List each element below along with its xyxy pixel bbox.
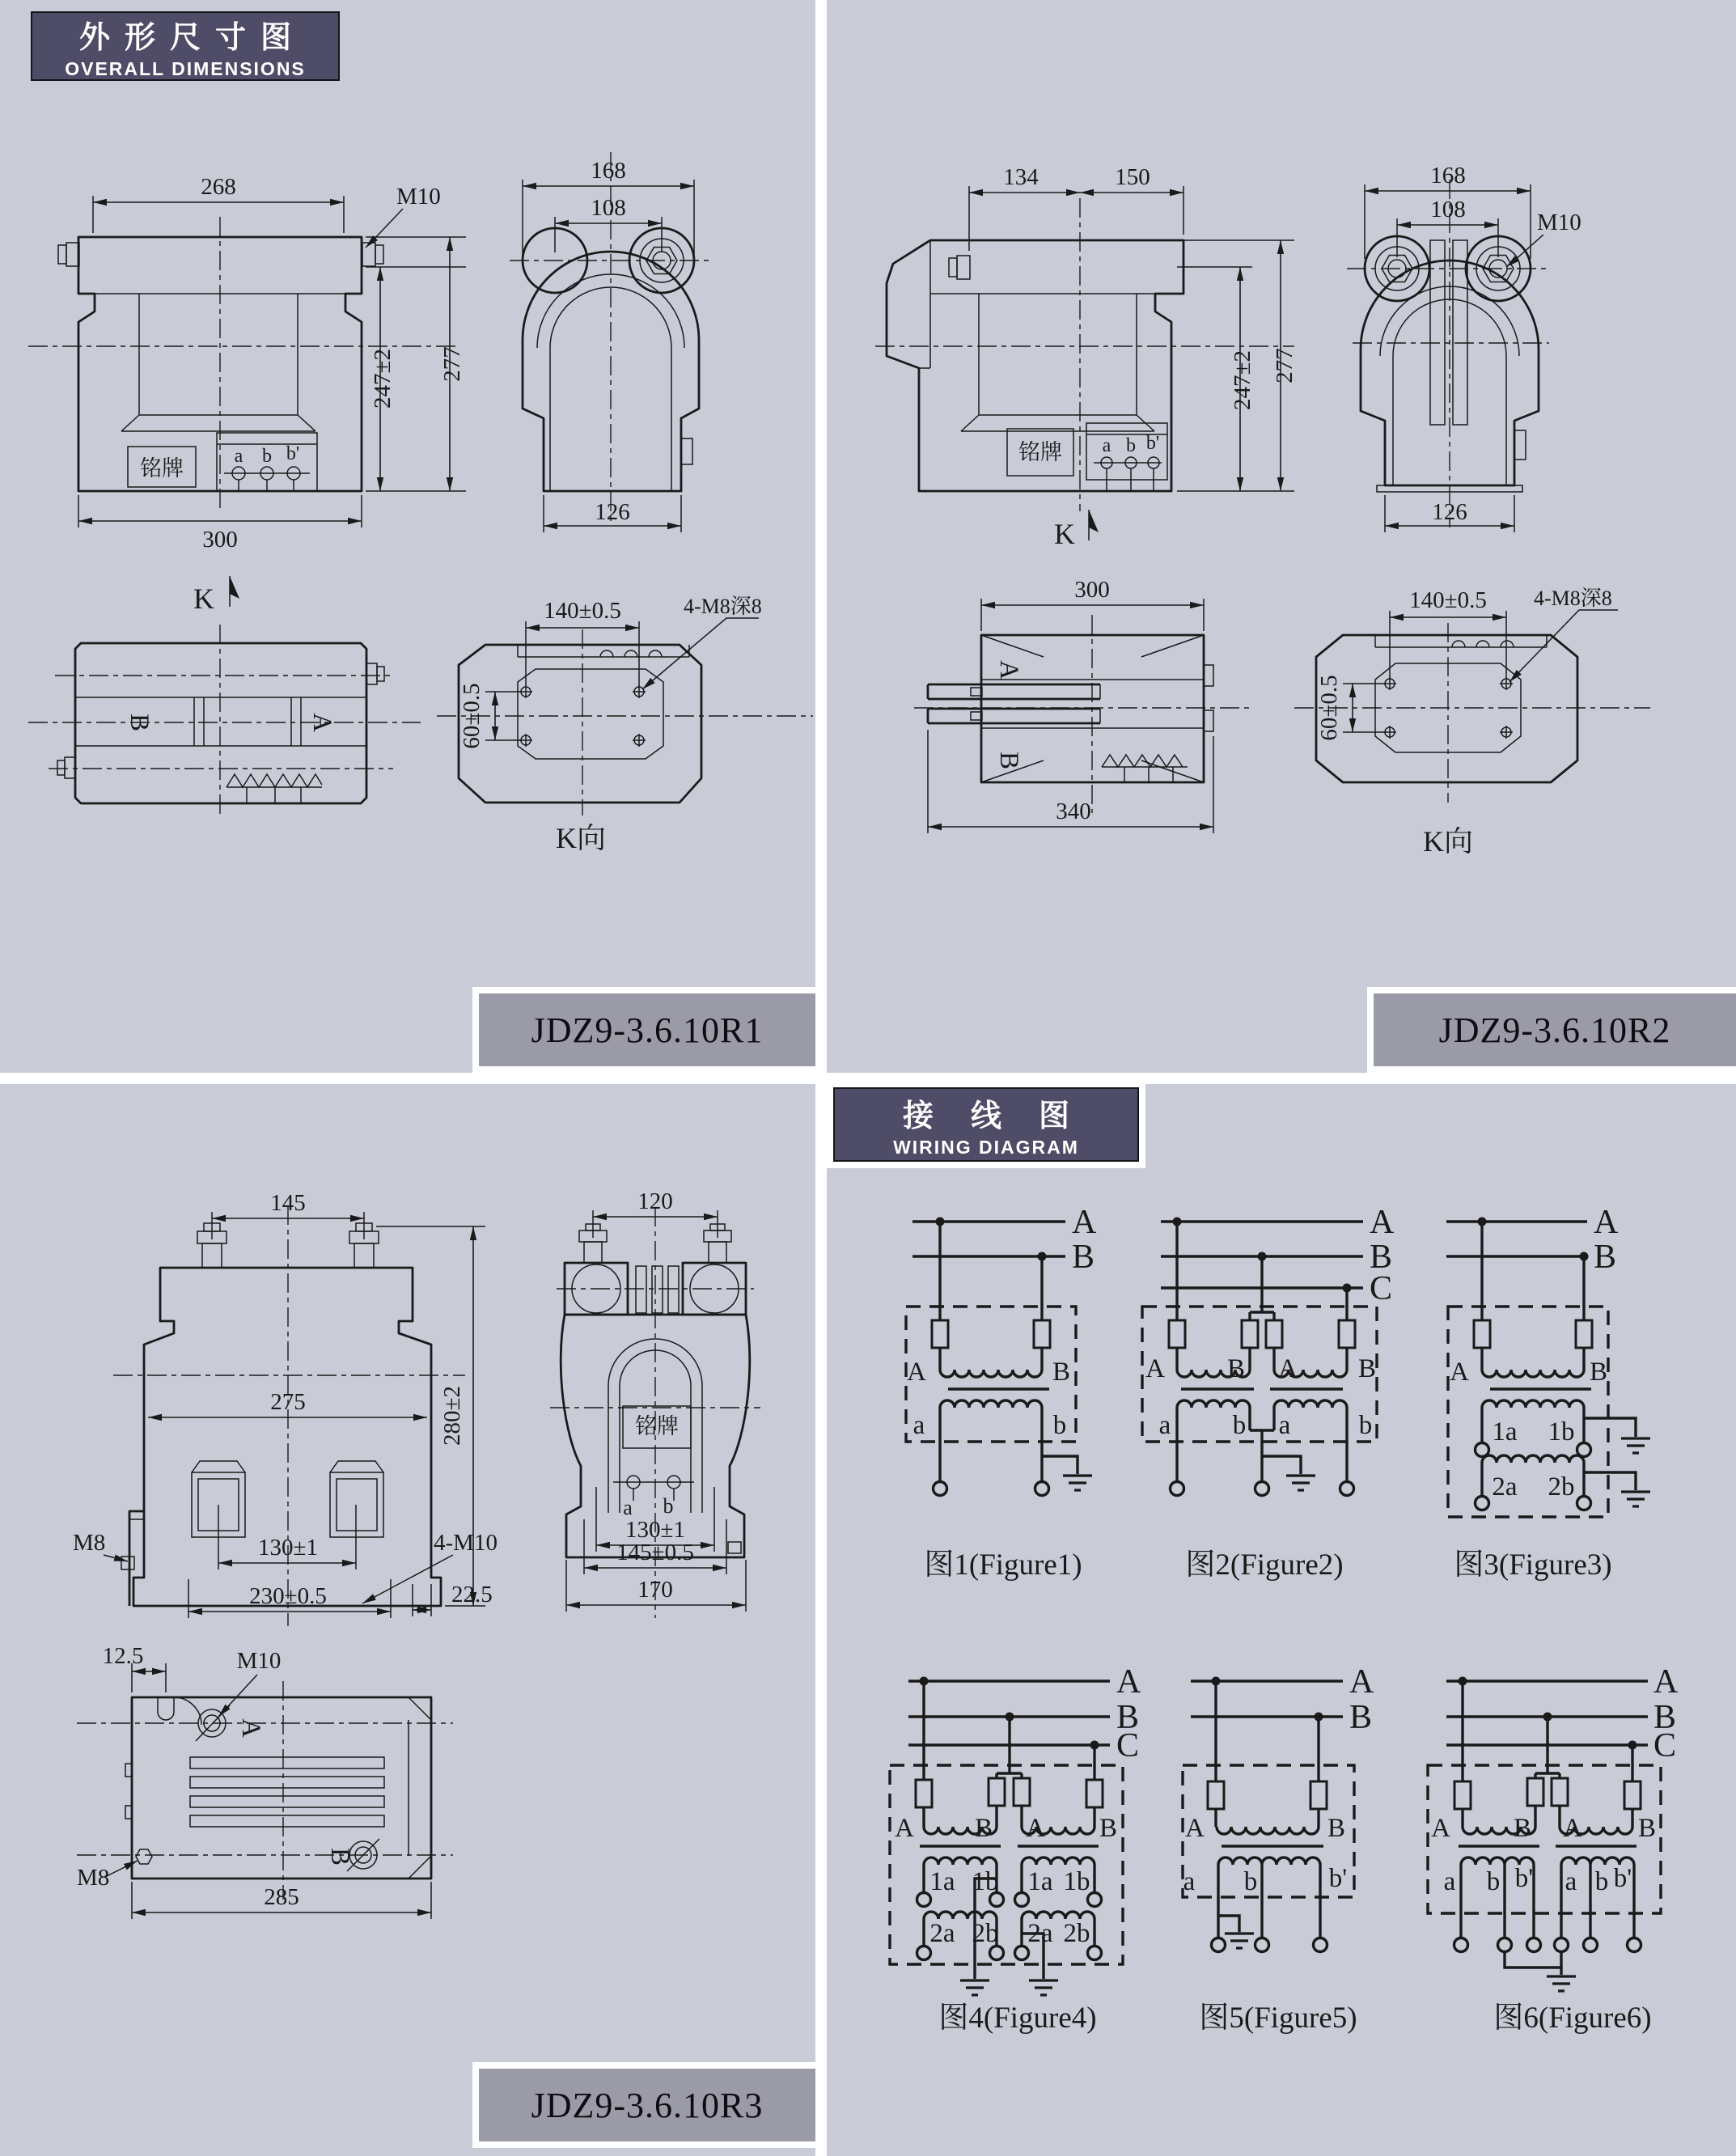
winding-label: b	[1486, 1867, 1501, 1896]
circle-shape	[1454, 1938, 1468, 1952]
path-shape	[1218, 1865, 1320, 1938]
rect-shape	[989, 1778, 1005, 1806]
model-label-bar-r1	[472, 987, 815, 1073]
dim-label: 108	[1430, 197, 1466, 222]
terminal-label: b'	[1145, 433, 1160, 454]
path-shape	[1547, 1976, 1576, 1991]
dim-label: 12.5	[102, 1643, 144, 1669]
path-shape	[1217, 1827, 1319, 1834]
path-shape	[1383, 677, 1396, 690]
circle-shape	[1577, 1497, 1591, 1510]
figure-caption: 图6(Figure6)	[1493, 2001, 1652, 2035]
circle-shape	[1314, 1938, 1327, 1952]
path-shape	[924, 1681, 1095, 1827]
dim-label: 247±2	[1230, 350, 1255, 410]
winding-label: b	[1358, 1411, 1373, 1440]
figure-caption: 图2(Figure2)	[1185, 1548, 1344, 1582]
winding-label: A	[1145, 1354, 1165, 1383]
r3-side-view	[550, 1188, 760, 1618]
path-shape	[1218, 1857, 1320, 1865]
rect-shape	[1242, 1320, 1258, 1348]
rect-shape	[652, 1266, 663, 1313]
wiring-figure-4	[890, 1663, 1141, 2035]
hole-spec-label: 4-M10	[434, 1530, 498, 1556]
dim-label: 108	[591, 195, 626, 221]
rect-shape	[354, 1243, 374, 1268]
path-shape	[523, 180, 694, 532]
rect-shape	[1310, 1781, 1327, 1809]
r2-bottom-view	[914, 577, 1250, 833]
path-shape	[924, 1912, 997, 1919]
rect-shape	[681, 438, 692, 464]
winding-label: 2b	[1548, 1472, 1575, 1502]
path-shape	[362, 1555, 453, 1603]
figure-caption: 图5(Figure5)	[1199, 2001, 1357, 2035]
path-shape	[518, 669, 663, 759]
dim-label: 120	[637, 1188, 673, 1214]
rect-shape	[190, 1796, 384, 1807]
path-shape	[1022, 1857, 1095, 1865]
rect-shape	[337, 1479, 377, 1531]
winding-label: a	[1183, 1867, 1196, 1896]
nameplate-label: 铭牌	[140, 456, 184, 481]
terminal-label: a	[623, 1496, 633, 1519]
rect-shape	[362, 243, 375, 266]
phase-label: A	[1594, 1204, 1619, 1241]
path-shape	[928, 684, 1100, 723]
path-shape	[1216, 1681, 1319, 1827]
rect-shape	[668, 1266, 679, 1313]
winding-label: 2b	[972, 1919, 999, 1948]
path-shape	[485, 621, 639, 740]
rect-shape	[1514, 430, 1526, 460]
phase-label: C	[1116, 1727, 1140, 1764]
phase-label: B	[1370, 1239, 1393, 1276]
dim-label: 140±0.5	[1409, 587, 1487, 613]
r3-front-view	[73, 1190, 498, 1626]
wiring-figure-3	[1446, 1204, 1650, 1582]
view-direction-label: K	[1054, 518, 1075, 550]
path-shape	[940, 1222, 1042, 1370]
rect-shape	[190, 1757, 384, 1768]
rect-shape	[190, 1777, 384, 1788]
path-shape	[1225, 1934, 1254, 1948]
winding-label: b	[1052, 1411, 1067, 1440]
model-name: JDZ9-3.6.10R1	[479, 993, 815, 1066]
hole-spec-label: 4-M8深8	[1534, 587, 1612, 610]
dim-label: 168	[1430, 163, 1466, 188]
terminal-label: b'	[286, 443, 300, 464]
thread-label: M8	[77, 1865, 110, 1891]
phase-label: C	[1653, 1727, 1677, 1764]
path-shape	[366, 209, 403, 248]
dim-label: 300	[1074, 577, 1110, 603]
path-shape	[940, 1400, 1042, 1408]
circle-shape	[1088, 1893, 1102, 1907]
circle-shape	[990, 1946, 1004, 1960]
path-shape	[121, 294, 315, 431]
path-shape	[129, 1511, 144, 1606]
path-shape	[519, 685, 532, 698]
circle-shape	[1088, 1946, 1102, 1960]
circle-shape	[1628, 1938, 1641, 1952]
r3-bottom-view	[77, 1643, 453, 1919]
dim-label: 130±1	[258, 1535, 318, 1561]
circle-shape	[1255, 1482, 1269, 1496]
path-shape	[1177, 1400, 1250, 1408]
header-title-en: WIRING DIAGRAM	[893, 1137, 1079, 1158]
phase-label: B	[1653, 1699, 1677, 1736]
terminal-label: b	[262, 446, 272, 467]
dim-label: 130±1	[625, 1517, 685, 1543]
winding-label: B	[974, 1814, 993, 1843]
rect-shape	[949, 258, 957, 277]
rect-shape	[1086, 1780, 1103, 1807]
circle-shape	[1340, 1482, 1354, 1496]
winding-label: B	[1226, 1354, 1246, 1383]
r2-side-view	[1347, 163, 1581, 532]
path-shape	[1621, 1438, 1650, 1453]
dim-label: 300	[202, 527, 238, 553]
dim-label: 134	[1003, 164, 1039, 190]
winding-label: 1a	[929, 1867, 955, 1896]
figure-caption: 图4(Figure4)	[938, 2001, 1097, 2035]
winding-label: B	[1513, 1814, 1532, 1843]
circle-shape	[1015, 1893, 1029, 1907]
wiring-figure-1	[906, 1204, 1097, 1582]
header-title-zh: 接线图	[902, 1099, 1107, 1133]
rect-shape	[1034, 1320, 1050, 1348]
rect-shape	[377, 667, 384, 681]
model-label-bar-r2	[1367, 987, 1736, 1073]
rect-shape	[1208, 1781, 1224, 1809]
path-shape	[1177, 1222, 1347, 1370]
path-shape	[919, 240, 1155, 368]
winding-label: 2a	[1492, 1472, 1518, 1502]
winding-label: b'	[1613, 1864, 1632, 1893]
winding-label: 2a	[1027, 1919, 1053, 1948]
rect-shape	[1552, 1778, 1568, 1806]
r2-k-view	[1294, 587, 1650, 858]
dim-label: 145±0.5	[616, 1540, 694, 1565]
thread-label: M10	[236, 1648, 282, 1674]
path-shape	[961, 294, 1154, 431]
phase-label: A	[1653, 1663, 1679, 1701]
rect-shape	[916, 1780, 932, 1807]
wiring-figure-5	[1183, 1663, 1374, 2035]
phase-label: A	[1116, 1663, 1141, 1701]
r1-k-view	[437, 595, 813, 854]
dim-label: 247±2	[370, 349, 396, 409]
circle-shape	[1015, 1946, 1029, 1960]
path-shape	[1274, 1400, 1347, 1408]
path-shape	[940, 1370, 1042, 1377]
rect-shape	[1624, 1781, 1641, 1809]
winding-label: 1a	[1027, 1867, 1053, 1896]
thread-label: M10	[396, 184, 441, 210]
winding-label: 1b	[1548, 1417, 1575, 1447]
circle-shape	[917, 1893, 931, 1907]
rect-shape	[636, 1266, 646, 1313]
thread-label: M8	[73, 1530, 106, 1556]
winding-label: a	[912, 1411, 925, 1440]
circle-shape	[1527, 1938, 1541, 1952]
circle-shape	[1255, 1938, 1269, 1952]
path-shape	[924, 1857, 997, 1865]
rect-shape	[1576, 1320, 1592, 1348]
polygon-shape	[136, 1849, 152, 1864]
rect-shape	[1169, 1320, 1185, 1348]
path-shape	[1316, 635, 1577, 782]
r1-side-view	[510, 152, 712, 532]
dim-label: 140±0.5	[544, 598, 621, 624]
terminal-label: a	[234, 446, 243, 467]
circle-shape	[1212, 1938, 1226, 1952]
wiring-diagram-header	[833, 1087, 1139, 1162]
winding-label: a	[1565, 1867, 1577, 1896]
hole-spec-label: 4-M8深8	[684, 595, 762, 618]
winding-label: a	[1443, 1867, 1456, 1896]
rect-shape	[709, 1242, 726, 1263]
path-shape	[1430, 240, 1467, 425]
path-shape	[1505, 1951, 1561, 1975]
path-shape	[1177, 1408, 1347, 1481]
terminal-label: b	[663, 1494, 674, 1518]
dim-label: 126	[1432, 499, 1467, 525]
winding-label: a	[1278, 1411, 1291, 1440]
wiring-figure-6	[1428, 1663, 1679, 2035]
winding-label: B	[1327, 1814, 1346, 1843]
rect-shape	[932, 1320, 948, 1348]
winding-label: B	[1357, 1354, 1377, 1383]
winding-label: A	[1450, 1358, 1469, 1387]
circle-shape	[1035, 1482, 1049, 1496]
rect-shape	[1266, 1320, 1282, 1348]
figure-caption: 图3(Figure3)	[1454, 1548, 1612, 1582]
path-shape	[633, 685, 646, 698]
path-shape	[409, 1697, 431, 1879]
rect-shape	[1339, 1320, 1355, 1348]
winding-label: b	[1243, 1867, 1258, 1896]
dim-label: 170	[637, 1577, 673, 1603]
rect-shape	[1527, 1778, 1543, 1806]
dim-label: 60±0.5	[459, 683, 485, 749]
dim-label: 277	[439, 346, 465, 382]
dim-label: 145	[270, 1190, 306, 1216]
phase-label: B	[1072, 1239, 1095, 1276]
dim-label: 126	[595, 499, 630, 525]
winding-label: B	[1589, 1358, 1608, 1387]
nameplate-label: 铭牌	[1018, 440, 1062, 464]
phase-label: A	[1370, 1204, 1395, 1241]
dim-label: 168	[591, 158, 626, 184]
rect-shape	[202, 1243, 222, 1268]
circle-shape	[1498, 1938, 1512, 1952]
winding-side-label: B	[125, 713, 154, 732]
path-shape	[1286, 1476, 1315, 1490]
wiring-figure-2	[1142, 1204, 1395, 1582]
winding-label: b'	[1514, 1864, 1534, 1893]
circle-shape	[1555, 1938, 1569, 1952]
r2-front-view	[875, 164, 1298, 550]
path-shape	[1482, 1400, 1584, 1408]
path-shape	[1500, 677, 1513, 690]
figure-caption: 图1(Figure1)	[924, 1548, 1082, 1582]
path-shape	[1482, 1455, 1584, 1463]
phase-label: A	[1072, 1204, 1097, 1241]
path-shape	[1022, 1912, 1095, 1919]
path-shape	[1621, 1492, 1650, 1506]
thread-label: M10	[1537, 210, 1581, 235]
path-shape	[519, 734, 532, 747]
rect-shape	[584, 1242, 602, 1263]
winding-label: B	[1637, 1814, 1657, 1843]
phase-label: B	[1594, 1239, 1617, 1276]
path-shape	[1343, 611, 1506, 732]
circle-shape	[917, 1946, 931, 1960]
dim-label: 150	[1115, 164, 1150, 190]
winding-label: b	[1594, 1867, 1609, 1896]
winding-label: A	[1185, 1814, 1205, 1843]
rect-shape	[1204, 665, 1213, 686]
circle-shape	[934, 1482, 947, 1496]
r1-front-view	[28, 174, 466, 615]
rect-shape	[957, 256, 970, 279]
winding-label: 1b	[972, 1867, 999, 1896]
model-name: JDZ9-3.6.10R2	[1374, 993, 1736, 1066]
winding-label: B	[1052, 1358, 1071, 1387]
rect-shape	[366, 663, 377, 684]
circle-shape	[1171, 1482, 1184, 1496]
rect-shape	[375, 245, 383, 264]
winding-label: A	[1278, 1354, 1298, 1383]
header-title-zh: 外形尺寸图	[78, 21, 306, 55]
terminal-label: a	[1102, 435, 1111, 456]
path-shape	[1383, 726, 1396, 739]
circle-shape	[1476, 1497, 1489, 1510]
model-name: JDZ9-3.6.10R3	[479, 2069, 815, 2141]
winding-label: A	[1563, 1814, 1582, 1843]
rect-shape	[58, 245, 66, 264]
path-shape	[1102, 755, 1188, 782]
overall-dimensions-header	[31, 11, 340, 81]
winding-label: b'	[1328, 1864, 1348, 1893]
path-shape	[912, 1222, 1065, 1256]
view-direction-label: K	[193, 582, 214, 615]
r1-bottom-view	[28, 625, 421, 819]
path-shape	[1482, 1370, 1584, 1377]
dim-label: 22.5	[451, 1582, 493, 1607]
path-shape	[633, 734, 646, 747]
view-name-label: K向	[556, 822, 606, 854]
terminal-label: b	[1126, 435, 1136, 456]
path-shape	[218, 1675, 257, 1717]
winding-label: 2b	[1063, 1919, 1090, 1948]
path-shape	[1500, 726, 1513, 739]
winding-side-label: A	[307, 713, 337, 732]
rect-shape	[190, 1815, 384, 1827]
winding-label: A	[1431, 1814, 1450, 1843]
rect-shape	[1204, 710, 1213, 731]
dim-label: 280±2	[439, 1386, 465, 1446]
path-shape	[1446, 1222, 1587, 1256]
header-title-en: OVERALL DIMENSIONS	[65, 58, 306, 79]
winding-label: 1a	[1492, 1417, 1518, 1447]
path-shape	[1063, 1476, 1092, 1490]
winding-side-label: B	[994, 751, 1023, 770]
rect-shape	[1454, 1781, 1471, 1809]
winding-label: B	[1099, 1814, 1118, 1843]
winding-label: A	[1026, 1814, 1045, 1843]
winding-side-label: B	[325, 1847, 354, 1866]
circle-shape	[1584, 1938, 1598, 1952]
path-shape	[104, 1555, 128, 1561]
winding-label: A	[907, 1358, 926, 1387]
dim-label: 275	[270, 1389, 306, 1415]
path-shape	[971, 684, 1100, 723]
dim-label: 268	[201, 174, 236, 200]
rect-shape	[330, 1472, 383, 1537]
path-shape	[1191, 1681, 1343, 1717]
view-name-label: K向	[1423, 825, 1473, 858]
phase-label: B	[1116, 1699, 1140, 1736]
phase-label: B	[1349, 1699, 1373, 1736]
rect-shape	[1014, 1778, 1030, 1806]
rect-shape	[1474, 1320, 1490, 1348]
path-shape	[230, 576, 239, 599]
path-shape	[1482, 1222, 1584, 1370]
phase-label: C	[1370, 1270, 1393, 1307]
winding-label: 2a	[929, 1919, 955, 1948]
path-shape	[1089, 510, 1099, 532]
dim-label: 340	[1056, 798, 1091, 824]
model-label-bar-r3	[472, 2062, 815, 2148]
nameplate-label: 铭牌	[635, 1414, 679, 1438]
rect-shape	[57, 760, 65, 775]
path-shape	[960, 1980, 1058, 1995]
winding-side-label: A	[994, 660, 1023, 680]
winding-side-label: A	[236, 1718, 265, 1738]
winding-label: 1b	[1063, 1867, 1090, 1896]
dim-label: 285	[264, 1884, 299, 1910]
path-shape	[1375, 635, 1547, 647]
phase-label: A	[1349, 1663, 1374, 1701]
dim-label: 60±0.5	[1316, 675, 1342, 741]
path-shape	[1463, 1681, 1632, 1827]
winding-label: a	[1158, 1411, 1171, 1440]
path-shape	[132, 1663, 431, 1919]
path-shape	[121, 1519, 144, 1569]
winding-label: A	[895, 1814, 914, 1843]
path-shape	[227, 774, 322, 803]
winding-label: b	[1232, 1411, 1247, 1440]
dim-label: 277	[1272, 348, 1298, 383]
dim-label: 230±0.5	[249, 1583, 327, 1609]
path-shape	[158, 1697, 201, 1725]
rect-shape	[65, 757, 75, 778]
path-shape	[518, 645, 689, 657]
